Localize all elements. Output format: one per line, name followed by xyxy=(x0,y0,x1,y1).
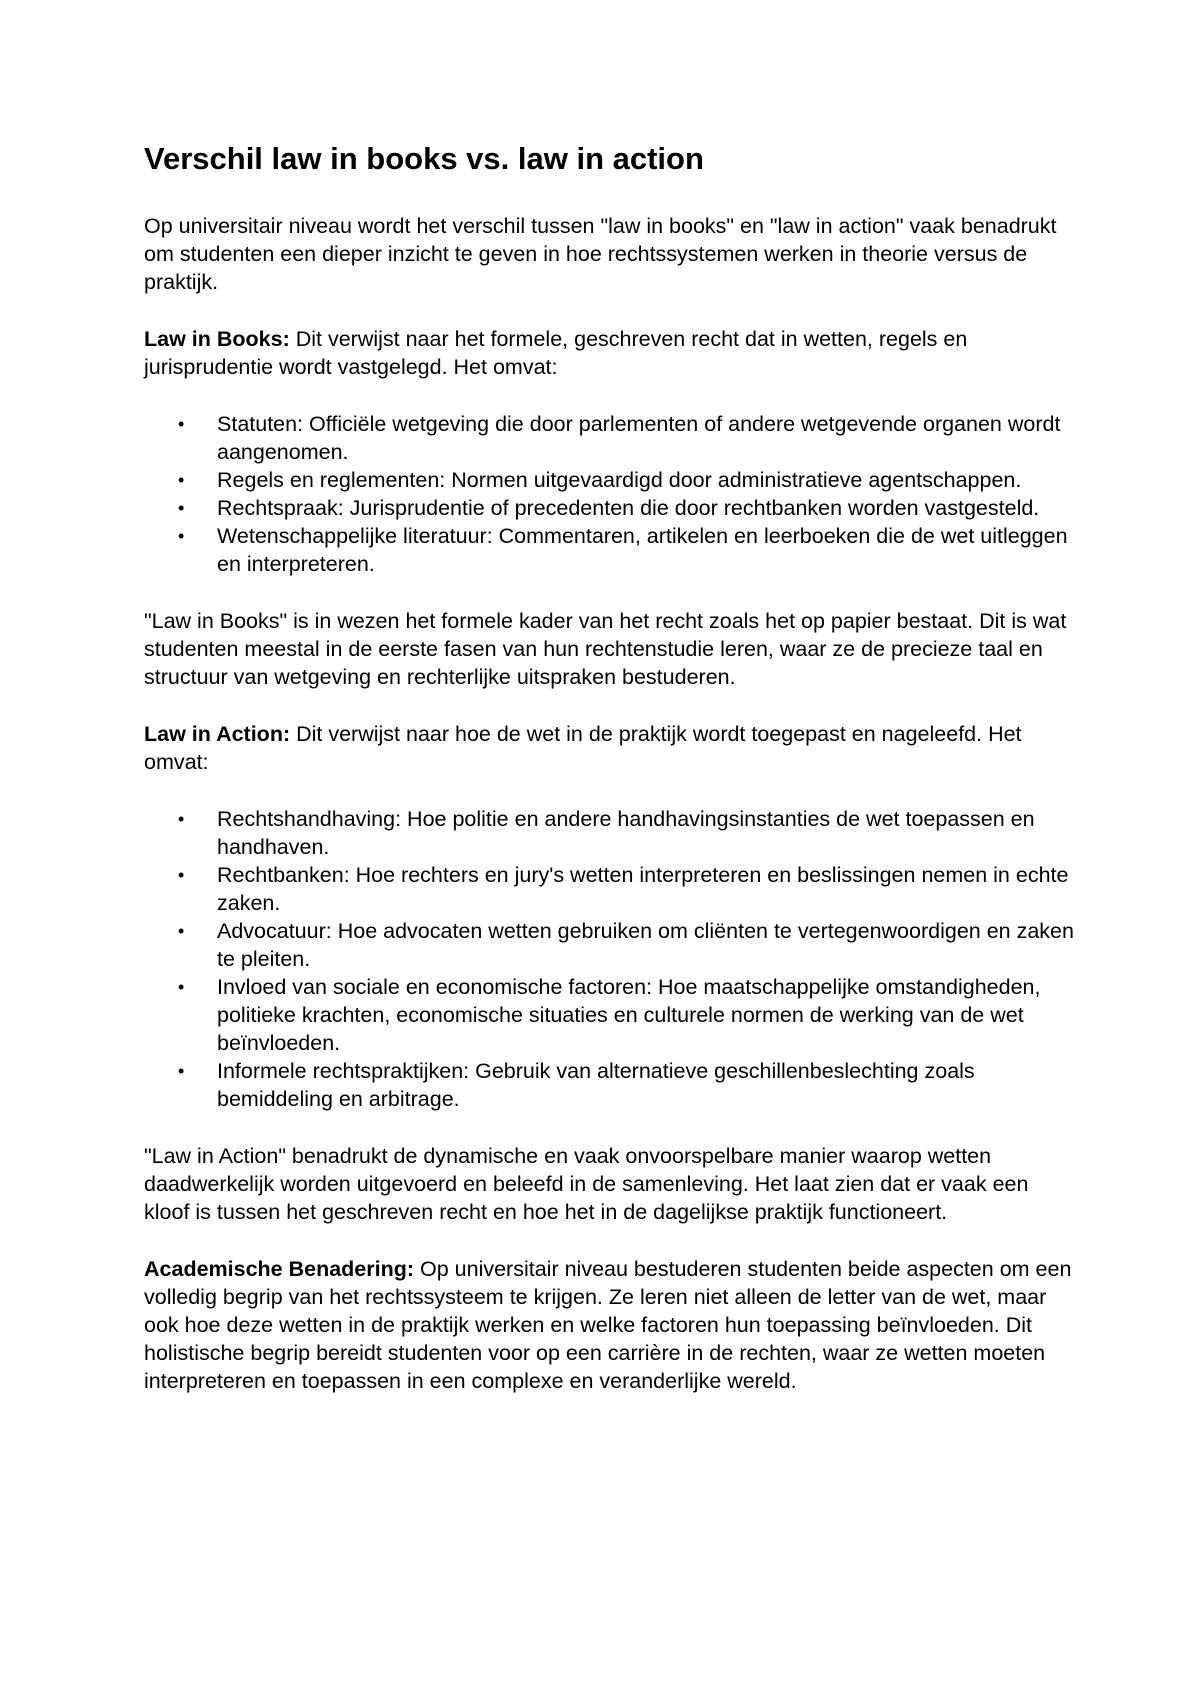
list-item xyxy=(144,1057,1074,1113)
law-in-books-summary: "Law in Books" is in wezen het formele kader van het recht zoals het op papier bestaat. Dit is wat studenten meestal in de eerste fasen van hun rechtenstudie leren, waar ze de precieze taal en structuur van wetgeving en rechterlijke uitspraken bestuderen. xyxy=(144,609,1067,689)
law-in-action-label: Law in Action: xyxy=(144,722,291,746)
list-item xyxy=(144,861,1074,917)
law-in-action-text: Dit verwijst naar hoe de wet in de praktijk wordt toegepast en nageleefd. Het omvat: xyxy=(144,722,1022,774)
list-item-text: Regels en reglementen: Normen uitgevaardigd door administratieve agentschappen. xyxy=(217,468,1022,492)
list-item xyxy=(144,466,1074,494)
bullet-icon: • xyxy=(178,1061,185,1081)
list-item-text: Rechtspraak: Jurisprudentie of precedenten die door rechtbanken worden vastgesteld. xyxy=(217,496,1040,520)
law-in-action-summary: "Law in Action" benadrukt de dynamische en vaak onvoorspelbare manier waarop wetten daadwerkelijk worden uitgevoerd en beleefd in de samenleving. Het laat zien dat er vaak een kloof is tussen het geschreven recht en hoe het in de dagelijkse praktijk functioneert. xyxy=(144,1144,1029,1224)
bullet-icon: • xyxy=(178,470,185,490)
law-in-action-list xyxy=(144,805,1074,1113)
bullet-icon: • xyxy=(178,977,185,997)
law-in-books-paragraph xyxy=(144,325,1074,381)
list-item-text: Advocatuur: Hoe advocaten wetten gebruiken om cliënten te vertegenwoordigen en zaken te pleiten. xyxy=(217,919,1074,971)
list-item xyxy=(144,410,1074,466)
bullet-icon: • xyxy=(178,921,185,941)
law-in-books-text: Dit verwijst naar het formele, geschreven recht dat in wetten, regels en jurisprudentie wordt vastgelegd. Het omvat: xyxy=(144,327,968,379)
intro-paragraph: Op universitair niveau wordt het verschil tussen "law in books" en "law in action" vaak benadrukt om studenten een dieper inzicht te geven in hoe rechtssystemen werken in theorie versus de praktijk. xyxy=(144,214,1057,294)
list-item xyxy=(144,494,1074,522)
list-item-text: Statuten: Officiële wetgeving die door parlementen of andere wetgevende organen wordt aangenomen. xyxy=(217,412,1061,464)
list-item xyxy=(144,917,1074,973)
bullet-icon: • xyxy=(178,809,185,829)
list-item-text: Rechtshandhaving: Hoe politie en andere handhavingsinstanties de wet toepassen en handhaven. xyxy=(217,807,1035,859)
bullet-icon: • xyxy=(178,414,185,434)
academic-label: Academische Benadering: xyxy=(144,1257,415,1281)
law-in-books-label: Law in Books: xyxy=(144,327,290,351)
document-title: Verschil law in books vs. law in action xyxy=(144,141,704,176)
list-item-text: Informele rechtspraktijken: Gebruik van alternatieve geschillenbeslechting zoals bemiddeling en arbitrage. xyxy=(217,1059,975,1111)
list-item xyxy=(144,973,1074,1057)
law-in-books-list xyxy=(144,410,1074,578)
list-item-text: Invloed van sociale en economische factoren: Hoe maatschappelijke omstandigheden, politieke krachten, economische situaties en culturele normen de werking van de wet beïnvloeden. xyxy=(217,975,1041,1055)
bullet-icon: • xyxy=(178,526,185,546)
academic-text: Op universitair niveau bestuderen studenten beide aspecten om een volledig begrip van het rechtssysteem te krijgen. Ze leren niet alleen de letter van de wet, maar ook hoe deze wetten in de praktijk werken en welke factoren hun toepassing beïnvloeden. Dit holistische begrip bereidt studenten voor op een carrière in de rechten, waar ze wetten moeten interpreteren en toepassen in een complexe en veranderlijke wereld. xyxy=(144,1257,1072,1393)
list-item xyxy=(144,522,1074,578)
bullet-icon: • xyxy=(178,498,185,518)
list-item-text: Rechtbanken: Hoe rechters en jury's wetten interpreteren en beslissingen nemen in echte zaken. xyxy=(217,863,1069,915)
academic-paragraph xyxy=(144,1255,1074,1395)
document-page xyxy=(144,140,1074,1424)
law-in-action-paragraph xyxy=(144,720,1074,776)
list-item-text: Wetenschappelijke literatuur: Commentaren, artikelen en leerboeken die de wet uitleggen en interpreteren. xyxy=(217,524,1068,576)
bullet-icon: • xyxy=(178,865,185,885)
list-item xyxy=(144,805,1074,861)
